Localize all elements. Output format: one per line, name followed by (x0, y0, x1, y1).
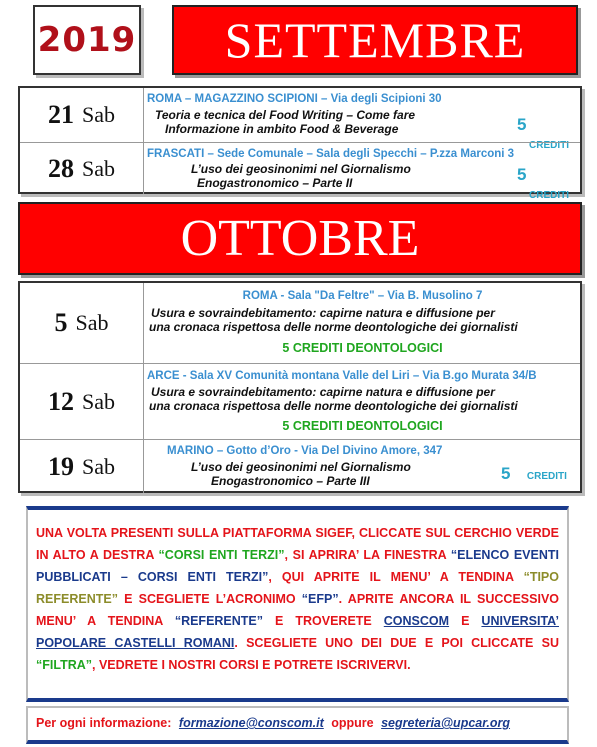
event-info (145, 88, 580, 151)
event-title-line1: Usura e sovraindebitamento: capirne natura e diffusione per (151, 385, 495, 399)
instructions-highlight: “EFP” (301, 592, 339, 606)
event-title-line1: Usura e sovraindebitamento: capirne natura e diffusione per (151, 306, 495, 320)
event-title-line1: L’uso dei geosinonimi nel Giornalismo (191, 162, 411, 176)
event-weekday: Sab (82, 388, 115, 414)
event-weekday: Sab (82, 155, 115, 181)
event-location: ROMA – MAGAZZINO SCIPIONI – Via degli Scipioni 30 (147, 93, 442, 105)
event-date (20, 88, 144, 142)
instructions-text: . APRITE ANCORA IL SUCCESSIVO MENU’ A TENDINA (36, 592, 559, 628)
event-date (20, 143, 144, 194)
contact-box (26, 706, 569, 744)
instructions-text: , VEDRETE I NOSTRI CORSI E POTRETE ISCRIVERVI. (92, 658, 411, 672)
contact-separator: oppure (331, 716, 374, 730)
instructions-highlight: “REFERENTE” (174, 614, 264, 628)
event-date (20, 283, 144, 363)
event-location: ARCE - Sala XV Comunità montana Valle del Liri – Via B.go Murata 34/B (147, 370, 537, 382)
instructions-highlight: “ELENCO EVENTI PUBBLICATI – CORSI ENTI TERZI” (36, 548, 559, 584)
credits-label: CREDITI (526, 471, 567, 482)
event-title-line2: Enogastronomico – Parte III (211, 474, 370, 488)
event-day: 5 (54, 308, 68, 337)
year-box (33, 5, 141, 75)
credits-number: 5 (501, 464, 511, 483)
event-date (20, 440, 144, 493)
email-link-conscom[interactable]: formazione@conscom.it (178, 716, 324, 730)
september-events-table (18, 86, 582, 201)
referent-upcar: UNIVERSITA’ POPOLARE CASTELLI ROMANI (36, 614, 559, 650)
event-row (20, 439, 580, 493)
instructions-highlight: “TIPO REFERENTE” (36, 570, 559, 606)
event-day: 12 (48, 386, 74, 416)
instructions-box (26, 506, 569, 702)
email-link-upcar[interactable]: segreteria@upcar.org (381, 716, 511, 730)
credits-number: 5 (517, 115, 527, 134)
event-title-line2: Enogastronomico – Parte II (197, 176, 353, 190)
event-weekday: Sab (75, 310, 109, 335)
october-events-table (18, 281, 582, 493)
event-location: FRASCATI – Sede Comunale – Sala degli Specchi – P.zza Marconi 3 (147, 148, 515, 160)
instructions-text: , QUI APRITE IL MENU’ A TENDINA (268, 570, 524, 584)
instructions-text: . SCEGLIETE UNO DEI DUE E POI CLICCATE SU (234, 636, 559, 650)
event-title-line1: Teoria e tecnica del Food Writing – Come fare (155, 108, 416, 122)
event-title-line2: una cronaca rispettosa delle norme deontologiche dei giornalisti (149, 399, 518, 413)
event-location: MARINO – Gotto d’Oro - Via Del Divino Amore, 347 (167, 445, 443, 457)
event-credits-deontological: 5 CREDITI DEONTOLOGICI (282, 341, 443, 355)
event-row (20, 363, 580, 439)
event-title-line2: Informazione in ambito Food & Beverage (165, 122, 399, 136)
event-info (145, 440, 580, 493)
event-row (20, 283, 580, 363)
month-banner-october: OTTOBRE (18, 202, 582, 275)
referent-conscom: CONSCOM (383, 614, 450, 628)
instructions-highlight: “FILTRA” (36, 658, 93, 672)
event-row (20, 142, 580, 201)
event-date (20, 364, 144, 439)
instructions-text: E (449, 614, 482, 628)
event-title-line2: una cronaca rispettosa delle norme deontologiche dei giornalisti (149, 320, 518, 334)
event-weekday: Sab (82, 102, 115, 127)
month-banner-september: SETTEMBRE (172, 5, 578, 75)
event-info (145, 143, 580, 201)
event-info (145, 364, 580, 439)
event-location: ROMA - Sala "Da Feltre" – Via B. Musolino 7 (242, 290, 483, 302)
instructions-text: UNA VOLTA PRESENTI SULLA PIATTAFORMA SIGEF, CLICCATE SUL CERCHIO VERDE IN ALTO A DESTRA (36, 526, 559, 562)
credits-label: CREDITI (529, 140, 569, 151)
event-credits-deontological: 5 CREDITI DEONTOLOGICI (282, 419, 443, 433)
event-title-line1: L’uso dei geosinonimi nel Giornalismo (191, 460, 411, 474)
event-row (20, 88, 580, 151)
event-day: 28 (48, 153, 74, 183)
year-label: 2019 (37, 20, 137, 60)
event-weekday: Sab (82, 453, 115, 479)
instructions-highlight: “CORSI ENTI TERZI” (158, 548, 285, 562)
event-credits (501, 464, 567, 484)
credits-number: 5 (517, 165, 527, 184)
event-day: 21 (48, 100, 74, 129)
event-credits (517, 165, 580, 203)
instructions-text: E SCEGLIETE L’ACRONIMO (117, 592, 302, 606)
event-day: 19 (48, 451, 74, 481)
instructions-text: , SI APRIRA’ LA FINESTRA (284, 548, 451, 562)
contact-label: Per ogni informazione: (36, 716, 172, 730)
event-info (145, 283, 580, 363)
instructions-text: E TROVERETE (263, 614, 384, 628)
credits-label: CREDITI (529, 190, 569, 201)
